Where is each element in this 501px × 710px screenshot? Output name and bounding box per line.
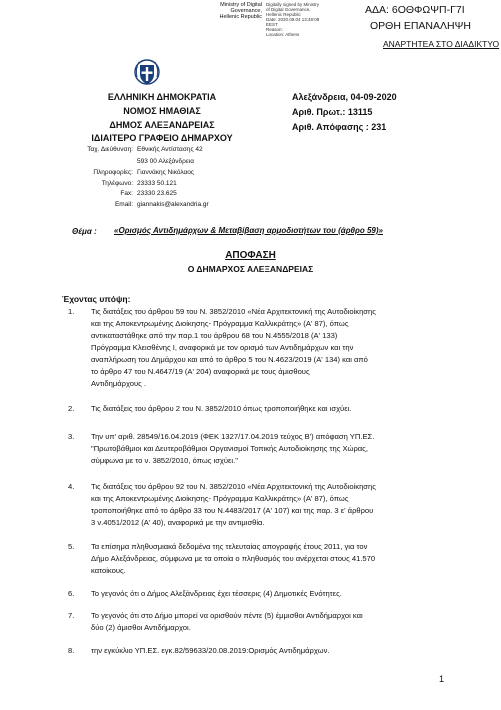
address-value: Εθνικής Αντίστασης 42 — [137, 146, 203, 153]
digital-signature-details: Digitally signed by Ministry of Digital Governance, Hellenic Republic Date: 2020.09.04 13:48:08 EEST Reason: Location: Athens — [266, 2, 320, 37]
phone-label: Τηλέφωνο: — [101, 180, 133, 187]
document-title: ΑΠΟΦΑΣΗ — [225, 250, 276, 261]
ada-code: ΑΔΑ: 6ΟΘΦΩΨΠ-Γ7Ι — [365, 4, 465, 16]
org-line-prefecture: ΝΟΜΟΣ ΗΜΑΘΙΑΣ — [123, 106, 201, 116]
digital-signature-issuer: Ministry of Digital Governance, Hellenic Republic — [219, 2, 262, 20]
email-label: Email: — [114, 201, 133, 208]
contact-person-label: Πληροφορίες: — [93, 169, 133, 176]
decision-number: Αριθ. Απόφασης : 231 — [292, 122, 387, 132]
phone-value: 23333 50.121 — [137, 180, 177, 187]
subject-text: «Ορισμός Αντιδημάρχων & Μεταβίβαση αρμοδιοτήτων του (άρθρο 59)» — [114, 226, 383, 235]
postcode-value: 593 00 Αλεξάνδρεια — [137, 158, 194, 165]
fax-label: Fax: — [120, 190, 133, 197]
subject-label: Θέμα : — [72, 227, 97, 236]
fax-value: 23330 23.625 — [137, 190, 177, 197]
email-value: giannakis@alexandria.gr — [137, 201, 209, 208]
considering-heading: Έχοντας υπόψη: — [62, 294, 131, 304]
document-subtitle: Ο ΔΗΜΑΡΧΟΣ ΑΛΕΞΑΝΔΡΕΙΑΣ — [187, 264, 314, 274]
page-number: 1 — [439, 674, 445, 684]
org-line-municipality: ΔΗΜΟΣ ΑΛΕΞΑΝΔΡΕΙΑΣ — [109, 120, 215, 130]
protocol-number: Αριθ. Πρωτ.: 13115 — [292, 107, 373, 117]
contact-person-value: Γιαννάκης Νικόλαος — [137, 169, 195, 176]
org-line-republic: ΕΛΛΗΝΙΚΗ ΔΗΜΟΚΡΑΤΙΑ — [107, 92, 217, 102]
address-label: Ταχ. Διεύθυνση: — [87, 146, 133, 153]
place-date: Αλεξάνδρεια, 04-09-2020 — [292, 92, 397, 102]
hellenic-emblem-icon — [134, 57, 160, 92]
orthi-epanalipsi: ΟΡΘΗ ΕΠΑΝΑΛΗΨΗ — [370, 20, 471, 32]
org-line-office: ΙΔΙΑΙΤΕΡΟ ΓΡΑΦΕΙΟ ΔΗΜΑΡΧΟΥ — [91, 133, 233, 143]
anartitea-label: ΑΝΑΡΤΗΤΕΑ ΣΤΟ ΔΙΑΔΙΚΤΥΟ — [383, 39, 500, 49]
